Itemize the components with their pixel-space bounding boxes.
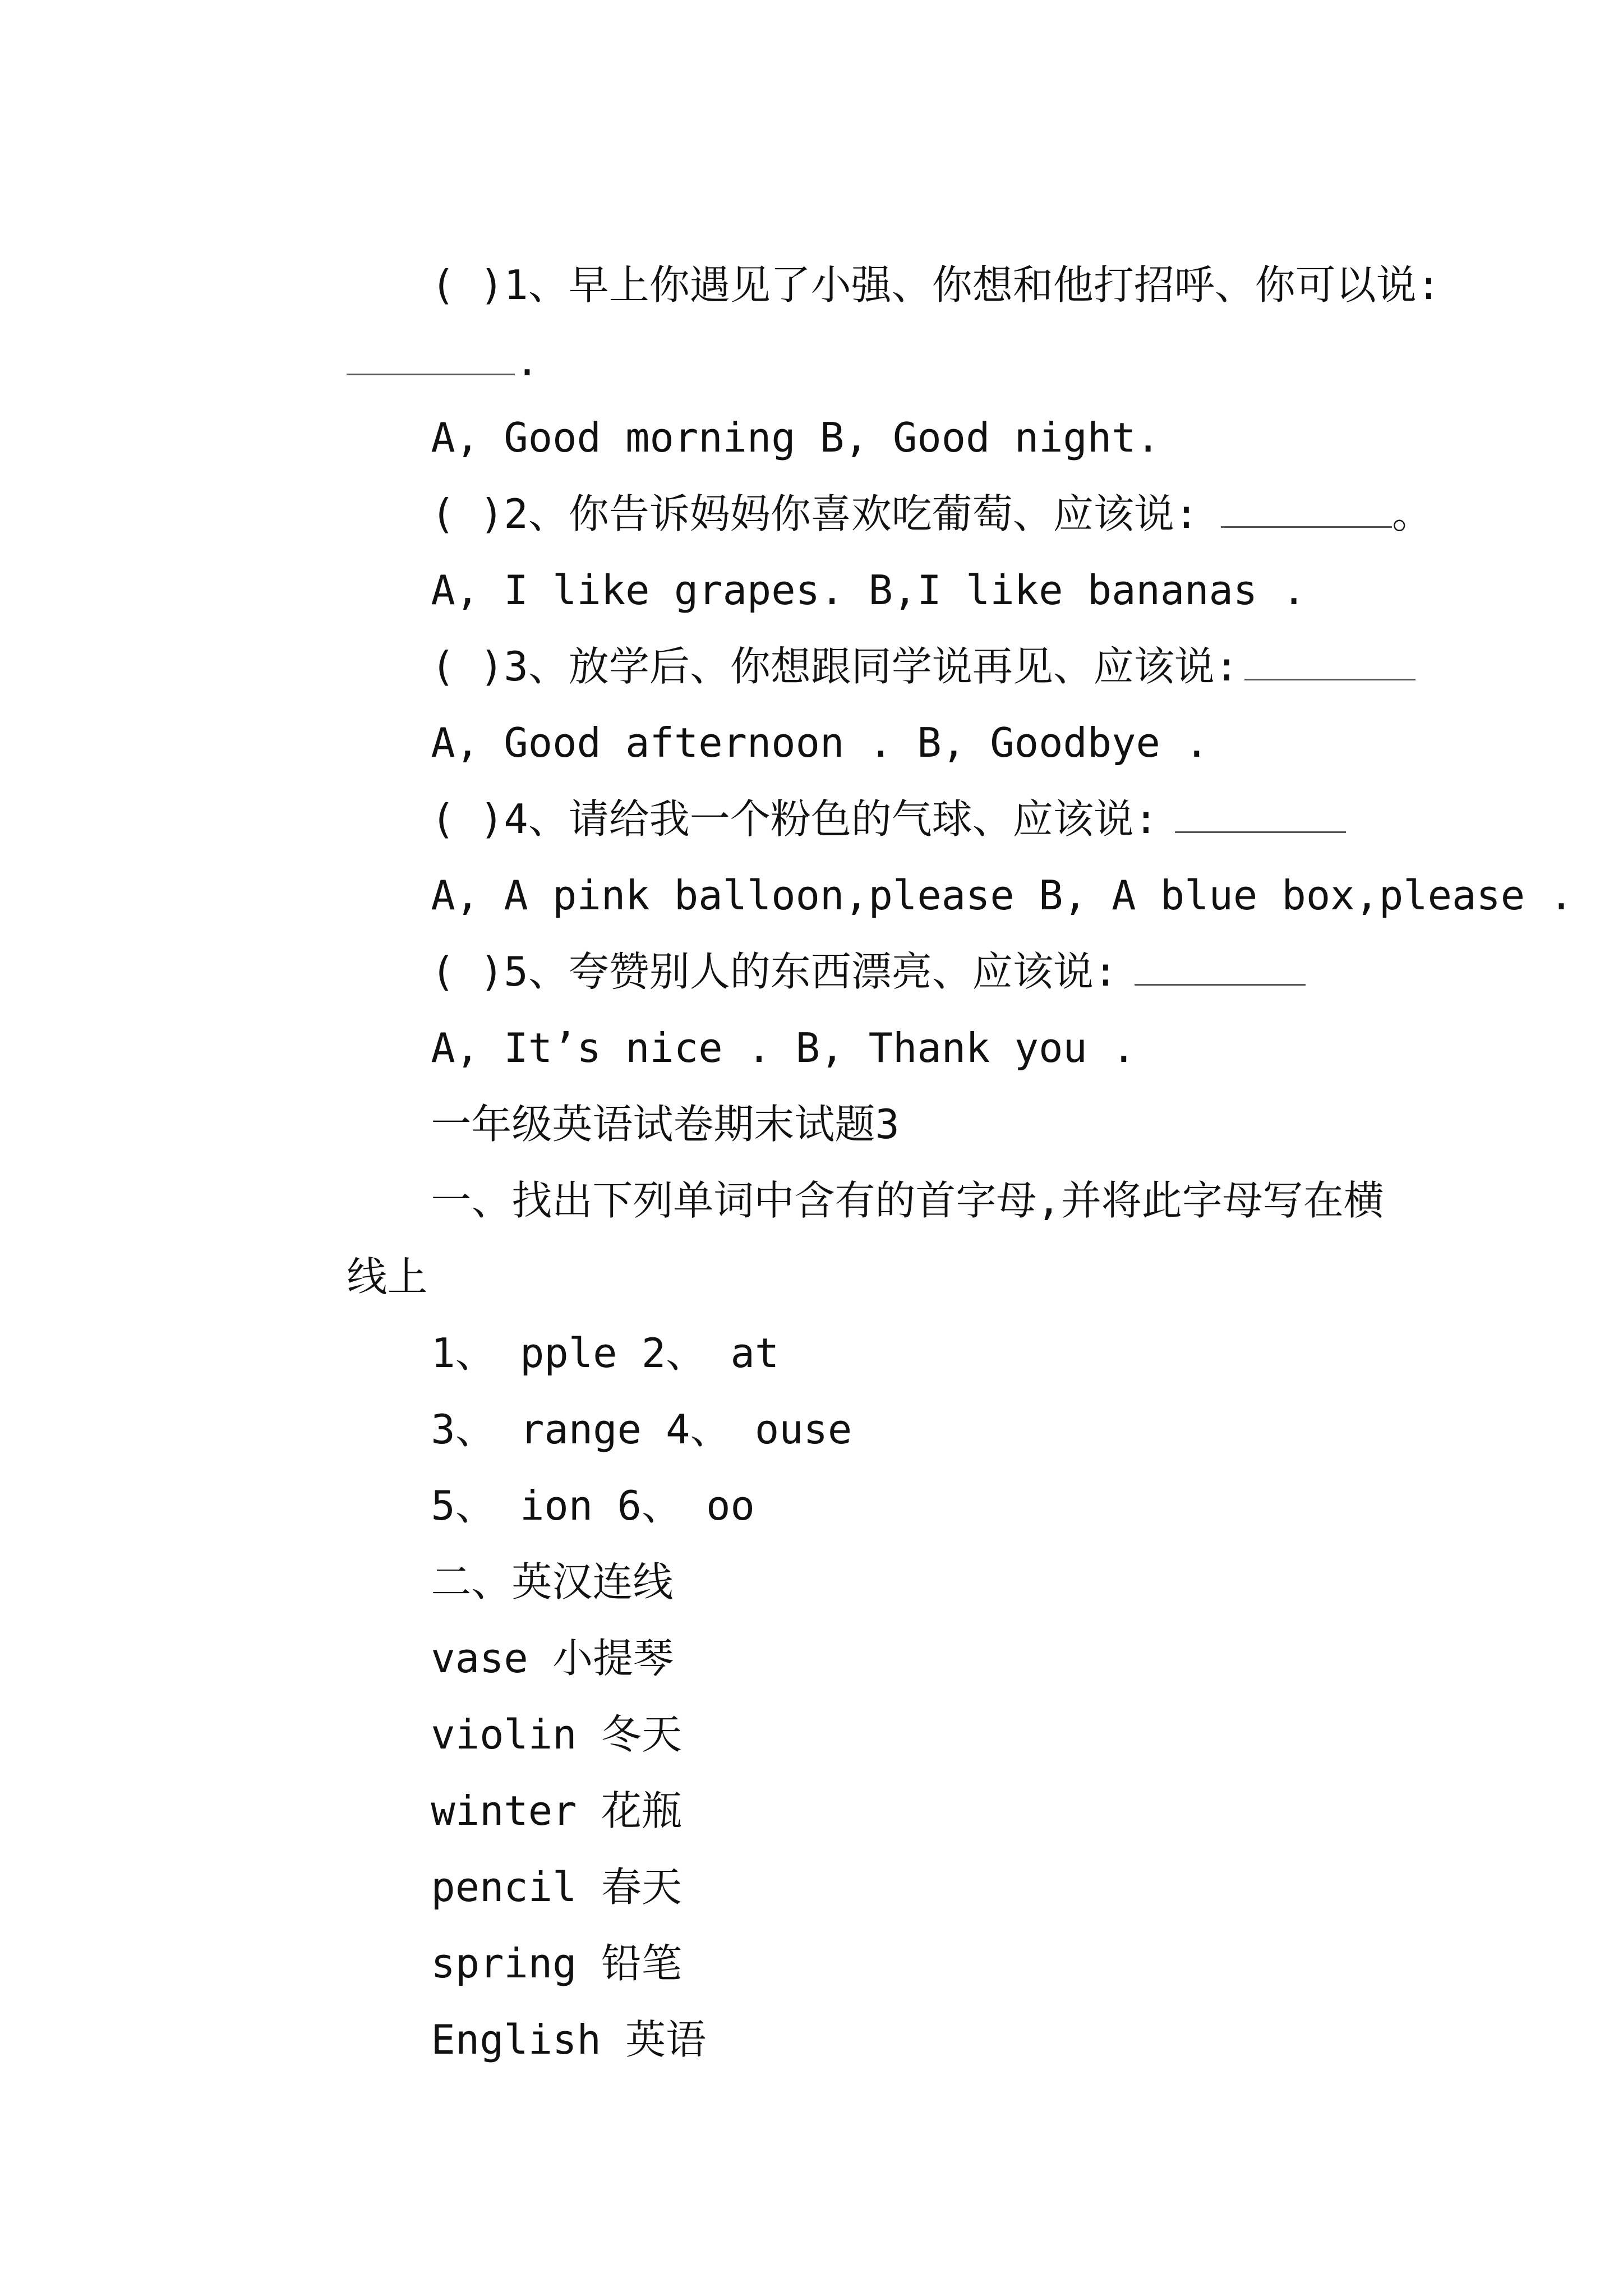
matching-item: winter 花瓶	[431, 1787, 682, 1834]
question-4-prompt: ( )4、请给我一个粉色的气球、应该说:	[334, 758, 1346, 880]
question-4-options: A, A pink balloon,please B, A blue box,please .	[431, 872, 1574, 919]
answer-blank[interactable]	[1221, 494, 1392, 528]
section-two-heading: 二、英汉连线	[431, 1558, 674, 1605]
answer-blank[interactable]	[1135, 951, 1306, 986]
section-one-heading-continued: 线上	[347, 1253, 428, 1300]
question-5-options: A, It’s nice . B, Thank you .	[431, 1024, 1136, 1071]
answer-blank[interactable]	[1175, 799, 1346, 833]
question-5-prompt: ( )5、夸赞别人的东西漂亮、应该说:	[334, 911, 1306, 1032]
question-1-options: A, Good morning B, Good night.	[431, 414, 1160, 461]
answer-blank[interactable]	[347, 341, 515, 375]
question-1-prompt: ( )1、早上你遇见了小强、你想和他打招呼、你可以说:	[431, 261, 1441, 309]
question-2-options: A, I like grapes. B,I like bananas .	[431, 567, 1306, 614]
section-one-heading: 一、找出下列单词中含有的首字母,并将此字母写在横	[431, 1177, 1384, 1224]
letter-exercise-row: 5、 ion 6、 oo	[431, 1482, 755, 1529]
matching-item: English 英语	[431, 2016, 707, 2063]
question-3-prompt: ( )3、放学后、你想跟同学说再见、应该说:	[334, 606, 1415, 727]
matching-item: violin 冬天	[431, 1711, 682, 1758]
matching-item: pencil 春天	[431, 1864, 682, 1911]
section-title: 一年级英语试卷期末试题3	[431, 1101, 900, 1148]
answer-blank[interactable]	[1244, 646, 1415, 680]
letter-exercise-row: 1、 pple 2、 at	[431, 1329, 780, 1377]
matching-item: spring 铅笔	[431, 1940, 682, 1987]
letter-exercise-row: 3、 range 4、 ouse	[431, 1406, 852, 1453]
matching-item: vase 小提琴	[431, 1635, 674, 1682]
question-3-options: A, Good afternoon . B, Goodbye .	[431, 719, 1209, 766]
question-1-answer-blank: .	[250, 301, 540, 422]
question-2-prompt: ( )2、你告诉妈妈你喜欢吃葡萄、应该说: 。	[431, 490, 1433, 537]
